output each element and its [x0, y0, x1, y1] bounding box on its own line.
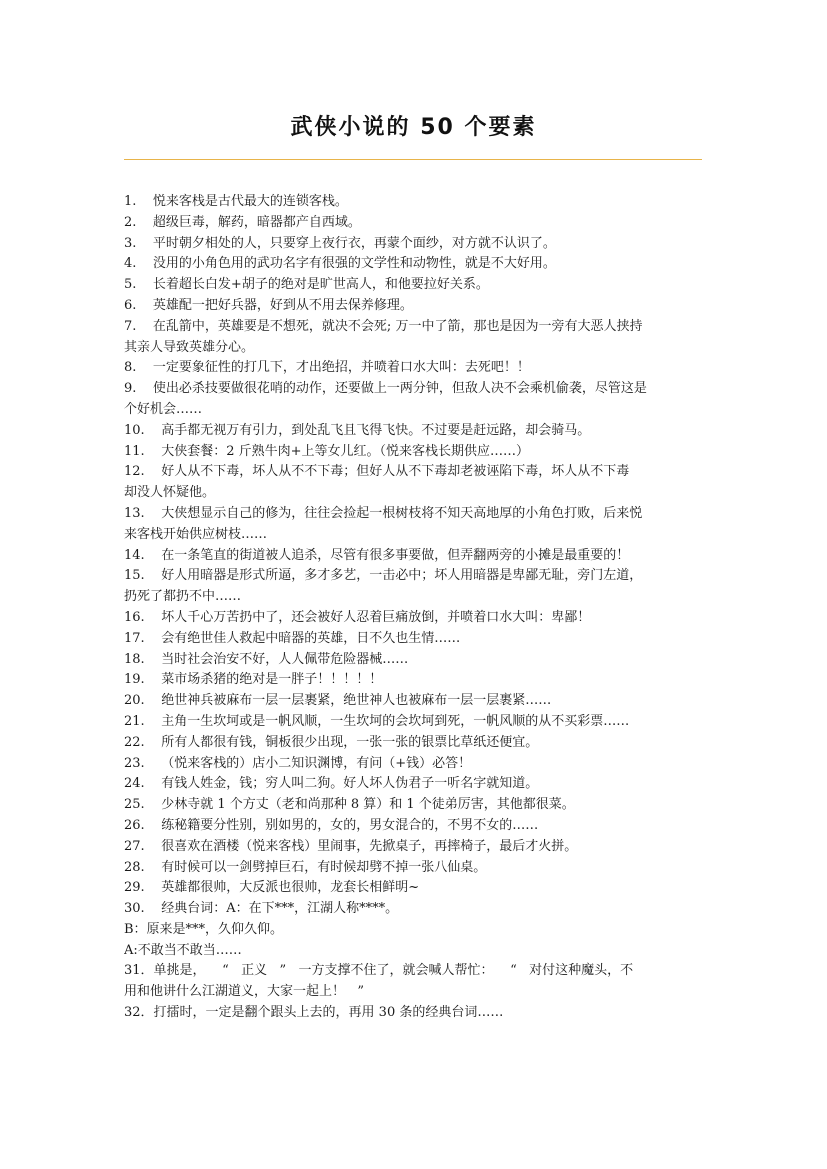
- text-line: 扔死了都扔不中……: [124, 589, 242, 605]
- text-line: 26. 练秘籍要分性别，别如男的，女的，男女混合的，不男不女的……: [124, 817, 539, 833]
- text-line: 2. 超级巨毒，解药，暗器都产自西域。: [124, 214, 361, 230]
- text-line: 21. 主角一生坎坷或是一帆风顺，一生坎坷的会坎坷到死，一帆风顺的从不买彩票……: [124, 713, 630, 729]
- text-line: 15. 好人用暗器是形式所逼，多才多艺，一击必中；坏人用暗器是卑鄙无耻，旁门左道，: [124, 568, 643, 584]
- text-line: 3. 平时朝夕相处的人，只要穿上夜行衣，再蒙个面纱，对方就不认识了。: [124, 235, 556, 251]
- text-line: 用和他讲什么江湖道义，大家一起上！ ”: [124, 984, 365, 1000]
- text-line: 11. 大侠套餐：2 斤熟牛肉+上等女儿红。（悦来客栈长期供应……）: [124, 443, 529, 459]
- text-line: 27. 很喜欢在酒楼（悦来客栈）里闹事，先掀桌子，再摔椅子，最后才火拼。: [124, 838, 578, 854]
- document-body: [124, 192, 702, 1024]
- text-line: 1. 悦来客栈是古代最大的连锁客栈。: [124, 194, 348, 209]
- text-line: 32．打擂时，一定是翻个跟头上去的，再用 30 条的经典台词……: [124, 1005, 504, 1021]
- text-line: 12. 好人从不下毒，坏人从不不下毒；但好人从不下毒却老被诬陷下毒，坏人从不下毒: [124, 464, 630, 480]
- text-line: 4. 没用的小角色用的武功名字有很强的文学性和动物性，就是不大好用。: [124, 256, 556, 272]
- text-line: 19. 菜市场杀猪的绝对是一胖子！！！！！: [124, 672, 383, 688]
- text-line: 13. 大侠想显示自己的修为，往往会捡起一根树枝将不知天高地厚的小角色打败，后来悦: [124, 505, 643, 521]
- text-line: 8. 一定要象征性的打几下，才出绝招，并喷着口水大叫：去死吧！！: [124, 360, 530, 376]
- text-line: 28. 有时候可以一剑劈掉巨石，有时候却劈不掉一张八仙桌。: [124, 859, 487, 875]
- text-line: 31．单挑是， “ 正义 ” 一方支撑不住了，就会喊人帮忙： “ 对付这种魔头，不: [124, 963, 634, 979]
- title-divider: [124, 159, 702, 160]
- text-line: 30. 经典台词：A：在下***，江湖人称****。: [124, 901, 399, 917]
- text-line: 9. 使出必杀技要做很花哨的动作，还要做上一两分钟，但敌人决不会乘机偷袭，尽管这是: [124, 381, 647, 397]
- text-line: 16. 坏人千心万苦扔中了，还会被好人忍着巨痛放倒，并喷着口水大叫：卑鄙！: [124, 609, 591, 625]
- text-line: 5. 长着超长白发+胡子的绝对是旷世高人，和他要拉好关系。: [124, 277, 489, 293]
- text-line: 25. 少林寺就 1 个方丈（老和尚那种 8 算）和 1 个徒弟厉害，其他都很菜。: [124, 797, 575, 813]
- text-line: 个好机会……: [124, 401, 203, 417]
- text-line: 6. 英雄配一把好兵器，好到从不用去保养修理。: [124, 297, 413, 313]
- text-line: 20. 绝世神兵被麻布一层一层裹紧，绝世神人也被麻布一层一层裹紧……: [124, 693, 552, 709]
- text-line: 29. 英雄都很帅，大反派也很帅，龙套长相鲜明~: [124, 880, 420, 896]
- text-line: 来客栈开始供应树枝……: [124, 526, 268, 542]
- text-line: 7. 在乱箭中，英雄要是不想死，就决不会死; 万一中了箭，那也是因为一旁有大恶人挟持: [124, 318, 643, 334]
- text-line: 23. （悦来客栈的）店小二知识渊博，有问（+钱）必答！: [124, 755, 472, 771]
- text-line: 10. 高手都无视万有引力，到处乱飞且飞得飞快。不过要是赶远路，却会骑马。: [124, 422, 591, 438]
- text-line: B：原来是***，久仰久仰。: [124, 921, 284, 937]
- text-line: 却没人怀疑他。: [124, 485, 216, 501]
- text-line: 24. 有钱人姓金，钱；穷人叫二狗。好人坏人伪君子一听名字就知道。: [124, 776, 539, 792]
- text-line: 其亲人导致英雄分心。: [124, 339, 255, 355]
- text-line: 17. 会有绝世佳人救起中暗器的英雄，日不久也生情……: [124, 630, 461, 646]
- text-line: 18. 当时社会治安不好，人人佩带危险器械……: [124, 651, 409, 667]
- document-title: 武侠小说的 50 个要素: [290, 115, 537, 140]
- text-line: A:不敢当不敢当……: [124, 942, 242, 958]
- text-line: 22. 所有人都很有钱，铜板很少出现，一张一张的银票比草纸还便宜。: [124, 734, 539, 750]
- text-line: 14. 在一条笔直的街道被人追杀，尽管有很多事要做，但弄翻两旁的小摊是最重要的！: [124, 547, 630, 563]
